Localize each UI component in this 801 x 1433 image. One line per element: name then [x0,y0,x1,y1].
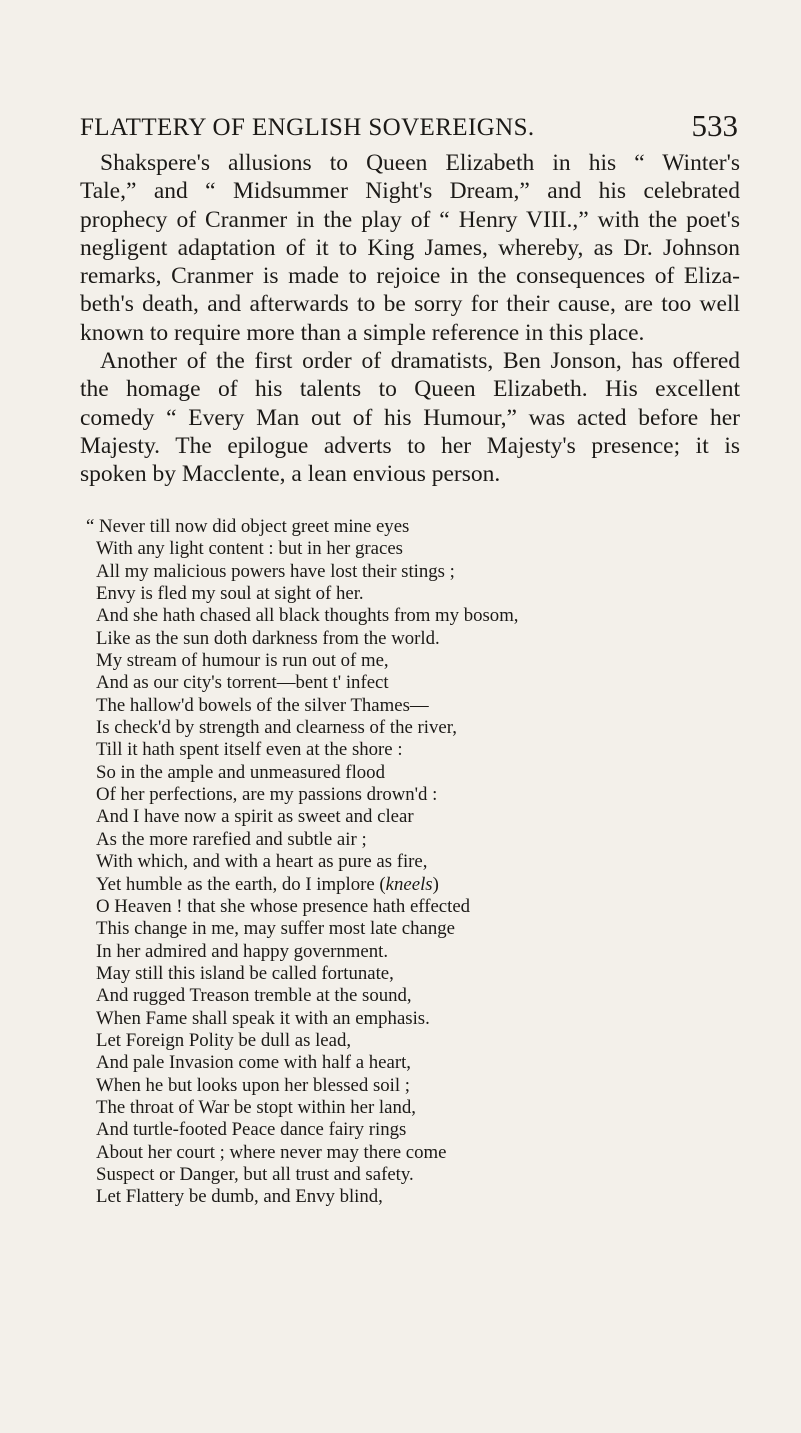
verse-line: Is check'd by strength and clearness of the river, [96,717,457,739]
verse-line: Yet humble as the earth, do I implore (kneels) [96,873,439,895]
page-header [80,108,738,154]
text-line: Majesty. The epilogue adverts to her Majesty's presence; it is [80,432,740,459]
verse-line: So in the ample and unmeasured flood [96,761,385,783]
running-title: FLATTERY OF ENGLISH SOVEREIGNS. [80,114,535,141]
verse-line: O Heaven ! that she whose presence hath effected [96,895,471,917]
verse-line: Let Foreign Polity be dull as lead, [96,1029,352,1051]
verse-line: And she hath chased all black thoughts from my bosom, [96,605,519,627]
page-number: 533 [691,108,738,143]
verse-line: Till it hath spent itself even at the shore : [96,739,403,761]
verse-line: And rugged Treason tremble at the sound, [96,985,412,1007]
body-text [80,149,740,489]
verse-line: This change in me, may suffer most late change [96,918,455,940]
verse-line: About her court ; where never may there come [96,1141,447,1163]
text-line: Shakspere's allusions to Queen Elizabeth in his “ Winter's [100,150,740,176]
verse-line: When he but looks upon her blessed soil ; [96,1074,411,1096]
verse-line: Of her perfections, are my passions drown'd : [96,784,438,806]
text-line: spoken by Macclente, a lean envious person. [80,461,501,488]
verse-line: “ Never till now did object greet mine eyes [86,516,410,537]
verse-line: When Fame shall speak it with an emphasis. [96,1007,430,1029]
verse-line: All my malicious powers have lost their stings ; [96,560,455,582]
epilogue-verse [86,516,756,1209]
verse-line: And turtle-footed Peace dance fairy rings [96,1119,407,1141]
text-line: Tale,” and “ Midsummer Night's Dream,” and his celebrated [80,178,740,205]
verse-line: Envy is fled my soul at sight of her. [96,583,364,605]
verse-line: With any light content : but in her graces [96,538,403,560]
verse-line: May still this island be called fortunate, [96,962,394,984]
verse-line: And pale Invasion come with half a heart, [96,1052,411,1074]
text-line: prophecy of Cranmer in the play of “ Henry VIII.,” with the poet's [80,206,740,233]
verse-line: My stream of humour is run out of me, [96,650,389,672]
text-line: negligent adaptation of it to King James, whereby, as Dr. Johnson [80,234,740,261]
verse-line: As the more rarefied and subtle air ; [96,828,367,850]
text-line: remarks, Cranmer is made to rejoice in the consequences of Eliza- [80,263,740,290]
text-line: Another of the first order of dramatists, Ben Jonson, has offered [100,348,740,375]
verse-line: Suspect or Danger, but all trust and safety. [96,1163,414,1185]
text-line: the homage of his talents to Queen Elizabeth. His excellent [80,376,740,403]
verse-line: The throat of War be stopt within her land, [96,1096,416,1118]
verse-line: Let Flattery be dumb, and Envy blind, [96,1186,383,1208]
verse-line: The hallow'd bowels of the silver Thames— [96,694,429,716]
verse-line: And as our city's torrent—bent t' infect [96,672,389,694]
verse-line: Like as the sun doth darkness from the world. [96,627,440,649]
verse-line: With which, and with a heart as pure as fire, [96,851,428,873]
text-line: known to require more than a simple reference in this place. [80,319,645,346]
text-line: comedy “ Every Man out of his Humour,” was acted before her [80,404,740,431]
verse-line: In her admired and happy government. [96,940,389,962]
verse-line: And I have now a spirit as sweet and clear [96,806,414,828]
text-line: beth's death, and afterwards to be sorry for their cause, are too well [80,291,740,318]
